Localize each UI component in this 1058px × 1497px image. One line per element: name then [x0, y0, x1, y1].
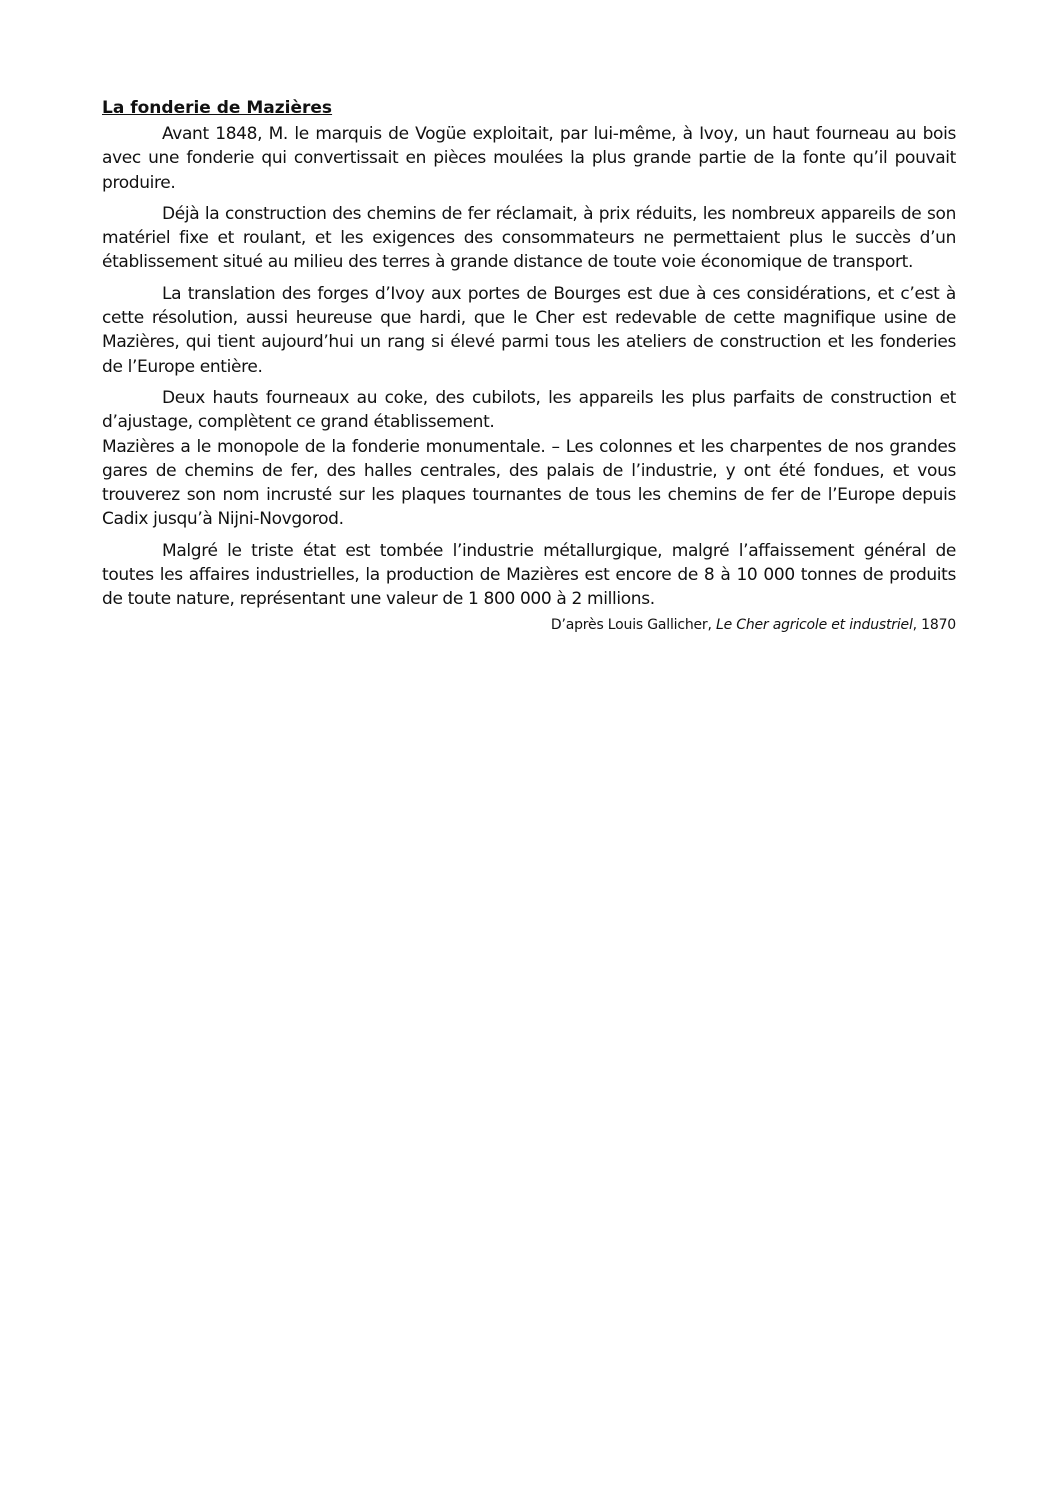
paragraph-6: Malgré le triste état est tombée l’industrie métallurgique, malgré l’affaissement général de toutes les affaires industrielles, la production de Mazières est encore de 8 à 10 000 tonnes de produits de toute nature, représentant une valeur de 1 800 000 à 2 millions. — [102, 540, 956, 610]
document-title: La fonderie de Mazières — [102, 98, 333, 118]
source-suffix: , 1870 — [912, 616, 956, 633]
paragraph-1: Avant 1848, M. le marquis de Vogüe exploitait, par lui-même, à Ivoy, un haut fourneau au bois avec une fonderie qui convertissait en pièces moulées la plus grande partie de la fonte qu’il pouvait produire. — [102, 124, 956, 193]
paragraph-4: Deux hauts fourneaux au coke, des cubilots, les appareils les plus parfaits de construction et d’ajustage, complètent ce grand établissement. — [102, 387, 956, 433]
paragraph-5: Mazières a le monopole de la fonderie monumentale. – Les colonnes et les charpentes de nos grandes gares de chemins de fer, des halles centrales, des palais de l’industrie, y ont été fondues, et vous trouverez son nom incrusté sur les plaques tournantes de tous les chemins de fer de l’Europe depuis Cadix jusqu’à Nijni-Novgorod. — [102, 436, 956, 530]
source-work-title: Le Cher agricole et industriel — [715, 616, 913, 633]
document-page — [102, 96, 956, 636]
source-citation — [102, 614, 956, 636]
paragraph-2: Déjà la construction des chemins de fer réclamait, à prix réduits, les nombreux appareils de son matériel fixe et roulant, et les exigences des consommateurs ne permettaient plus le succès d’un établissement situé au milieu des terres à grande distance de toute voie économique de transport. — [102, 203, 956, 273]
paragraph-3: La translation des forges d’Ivoy aux portes de Bourges est due à ces considérations, et c’est à cette résolution, aussi heureuse que hardi, que le Cher est redevable de cette magnifique usine de Mazières, qui tient aujourd’hui un rang si élevé parmi tous les ateliers de construction et les fonderies de l’Europe entière. — [102, 283, 956, 377]
source-prefix: D’après Louis Gallicher, — [550, 616, 716, 633]
